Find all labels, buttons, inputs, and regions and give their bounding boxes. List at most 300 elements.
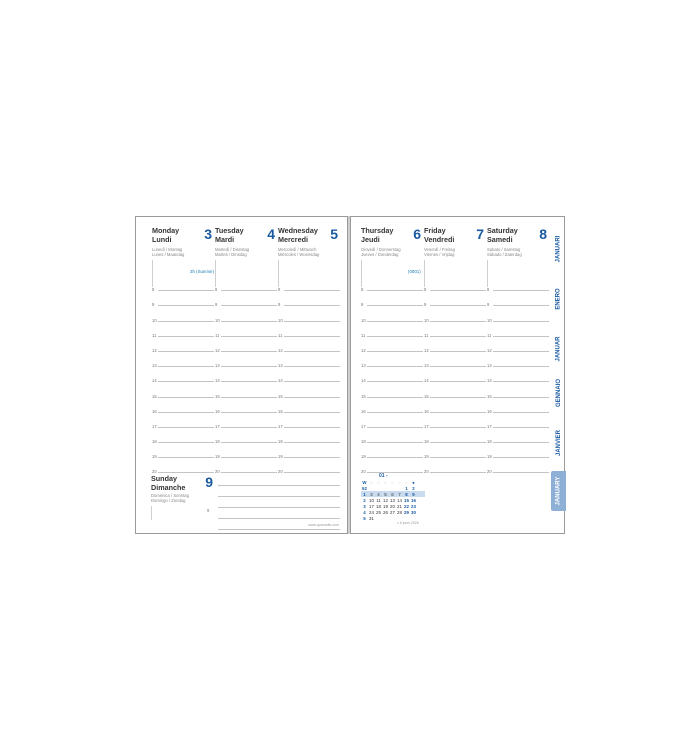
hour-line bbox=[221, 427, 277, 428]
day-number: 3 bbox=[204, 226, 212, 242]
calendar-day[interactable]: 17 bbox=[369, 503, 374, 509]
hour-label: 19 bbox=[487, 454, 492, 460]
hour-line bbox=[430, 366, 486, 367]
hour-row[interactable] bbox=[424, 383, 486, 398]
hour-row[interactable] bbox=[152, 307, 214, 322]
hour-label: 14 bbox=[152, 378, 157, 384]
note-line bbox=[218, 497, 340, 508]
note-divider bbox=[151, 506, 152, 520]
month-tab-januar[interactable] bbox=[551, 327, 566, 371]
hour-line bbox=[284, 381, 340, 382]
hour-line bbox=[158, 397, 214, 398]
hour-row[interactable] bbox=[361, 429, 423, 444]
hour-row[interactable] bbox=[278, 353, 340, 368]
calendar-day[interactable]: 22 bbox=[404, 503, 409, 509]
calendar-day[interactable]: 30 bbox=[411, 509, 416, 515]
translation-line: Viernes / Vrijdag bbox=[424, 252, 455, 258]
hour-row[interactable] bbox=[361, 277, 423, 292]
hour-row[interactable] bbox=[215, 383, 277, 398]
day-name bbox=[151, 475, 206, 492]
day-column-monday bbox=[152, 217, 214, 475]
hour-label: 9 bbox=[361, 302, 364, 308]
hour-line bbox=[430, 442, 486, 443]
hour-line bbox=[493, 336, 549, 337]
hour-row[interactable] bbox=[278, 277, 340, 292]
hour-row[interactable] bbox=[215, 323, 277, 338]
hour-lines bbox=[215, 277, 277, 474]
hour-label: 12 bbox=[278, 347, 283, 353]
calendar-day[interactable]: 27 bbox=[390, 509, 395, 515]
hour-row[interactable] bbox=[152, 429, 214, 444]
hour-label: 9 bbox=[215, 302, 218, 308]
hour-line bbox=[158, 427, 214, 428]
hour-label: 16 bbox=[278, 408, 283, 414]
calendar-day[interactable]: 20 bbox=[390, 503, 395, 509]
calendar-day[interactable]: 25 bbox=[376, 509, 381, 515]
hour-line bbox=[430, 336, 486, 337]
hour-row[interactable] bbox=[424, 368, 486, 383]
calendar-day[interactable]: 21 bbox=[397, 503, 402, 509]
hour-label: 20 bbox=[278, 469, 283, 475]
hour-row[interactable] bbox=[361, 292, 423, 307]
calendar-day[interactable]: 28 bbox=[397, 509, 402, 515]
weekday-dot: ○ bbox=[398, 479, 401, 485]
hour-line bbox=[221, 321, 277, 322]
day-translations bbox=[278, 247, 338, 257]
hour-row[interactable] bbox=[424, 277, 486, 292]
hour-line bbox=[430, 427, 486, 428]
hour-label: 16 bbox=[215, 408, 220, 414]
calendar-day[interactable]: 11 bbox=[376, 497, 381, 503]
hour-row[interactable] bbox=[278, 444, 340, 459]
hour-label: 20 bbox=[424, 469, 429, 475]
mini-calendar-rows bbox=[361, 485, 425, 521]
hour-row[interactable] bbox=[278, 338, 340, 353]
hour-line bbox=[430, 305, 486, 306]
day-translations bbox=[151, 493, 211, 503]
hour-label: 16 bbox=[361, 408, 366, 414]
tab-label: ENERO bbox=[555, 288, 562, 310]
hour-row[interactable] bbox=[278, 399, 340, 414]
translation-line: Venerdì / Freitag bbox=[424, 247, 455, 252]
day-translations bbox=[487, 247, 547, 257]
day-name bbox=[487, 227, 542, 244]
calendar-day[interactable]: 4 bbox=[377, 491, 380, 497]
hour-row[interactable] bbox=[152, 292, 214, 307]
translation-line: Miércoles / Woensdag bbox=[278, 252, 320, 258]
hour-label: 20 bbox=[487, 469, 492, 475]
hour-label: 13 bbox=[424, 363, 429, 369]
right-page bbox=[350, 216, 565, 534]
mini-calendar-week-row bbox=[361, 491, 425, 497]
hour-line bbox=[158, 336, 214, 337]
hour-row[interactable] bbox=[487, 307, 549, 322]
hour-line bbox=[430, 381, 486, 382]
day-column-friday bbox=[424, 217, 486, 475]
calendar-day[interactable]: 8 bbox=[405, 491, 408, 497]
hour-line bbox=[221, 305, 277, 306]
hour-row[interactable] bbox=[361, 353, 423, 368]
day-number: 9 bbox=[205, 474, 213, 490]
hour-label: 13 bbox=[278, 363, 283, 369]
day-number: 8 bbox=[539, 226, 547, 242]
hour-line bbox=[367, 381, 423, 382]
hour-label: 18 bbox=[424, 439, 429, 445]
hour-row[interactable] bbox=[152, 353, 214, 368]
day-name-en: Thursday bbox=[361, 226, 394, 235]
hour-row[interactable] bbox=[424, 353, 486, 368]
weekday-dot: ○ bbox=[391, 479, 394, 485]
hour-row[interactable] bbox=[278, 368, 340, 383]
translation-line: Mercoledì / Mittwoch bbox=[278, 247, 317, 252]
hour-row[interactable] bbox=[215, 368, 277, 383]
hour-line bbox=[284, 472, 340, 473]
hour-label: 12 bbox=[215, 347, 220, 353]
hour-label: 15 bbox=[487, 393, 492, 399]
hour-row[interactable] bbox=[487, 338, 549, 353]
hour-row[interactable] bbox=[424, 292, 486, 307]
hour-row[interactable] bbox=[487, 292, 549, 307]
hour-row[interactable] bbox=[152, 368, 214, 383]
hour-row[interactable] bbox=[215, 292, 277, 307]
hour-label: 12 bbox=[361, 347, 366, 353]
hour-label: 8 bbox=[152, 287, 155, 293]
mini-calendar-week-row bbox=[361, 497, 425, 503]
mini-calendar bbox=[361, 473, 425, 525]
week-number: 52 bbox=[362, 485, 367, 491]
day-name-en: Saturday bbox=[487, 226, 518, 235]
calendar-day[interactable]: 19 bbox=[383, 503, 388, 509]
hour-line bbox=[158, 457, 214, 458]
hour-label: 17 bbox=[487, 423, 492, 429]
hour-label: 10 bbox=[487, 317, 492, 323]
hour-row[interactable] bbox=[424, 323, 486, 338]
hour-line bbox=[158, 321, 214, 322]
hour-line bbox=[493, 472, 549, 473]
calendar-day[interactable]: 9 bbox=[412, 491, 415, 497]
hour-label: 15 bbox=[361, 393, 366, 399]
tab-label: JANUARI bbox=[555, 235, 562, 263]
calendar-day[interactable]: 7 bbox=[398, 491, 401, 497]
hour-line bbox=[367, 427, 423, 428]
day-column-tuesday bbox=[215, 217, 277, 475]
hour-label: 17 bbox=[361, 423, 366, 429]
translation-line: Jueves / Donderdag bbox=[361, 252, 399, 258]
day-translations bbox=[152, 247, 212, 257]
calendar-day[interactable]: 24 bbox=[369, 509, 374, 515]
month-tab-janvier[interactable] bbox=[551, 421, 566, 465]
hour-row[interactable] bbox=[278, 323, 340, 338]
translation-line: Martedì / Dienstag bbox=[215, 247, 250, 252]
hour-row[interactable] bbox=[152, 323, 214, 338]
hour-line bbox=[221, 412, 277, 413]
hour-line bbox=[284, 305, 340, 306]
hour-line bbox=[493, 305, 549, 306]
hour-line bbox=[221, 472, 277, 473]
hour-label: 11 bbox=[487, 332, 492, 338]
calendar-day[interactable]: 23 bbox=[411, 503, 416, 509]
hour-row[interactable] bbox=[278, 307, 340, 322]
hour-label: 13 bbox=[215, 363, 220, 369]
mini-calendar-footnote: × 6 jours 2026 bbox=[397, 521, 419, 525]
hour-line bbox=[221, 366, 277, 367]
week-number: 1 bbox=[363, 491, 366, 497]
day-number: 4 bbox=[267, 226, 275, 242]
hour-line bbox=[221, 351, 277, 352]
hour-label: 14 bbox=[278, 378, 283, 384]
hour-row[interactable] bbox=[487, 399, 549, 414]
hour-row[interactable] bbox=[424, 338, 486, 353]
hour-label: 15 bbox=[215, 393, 220, 399]
hour-row[interactable] bbox=[361, 307, 423, 322]
hour-row[interactable] bbox=[215, 444, 277, 459]
calendar-day[interactable]: 1 bbox=[405, 485, 408, 491]
hour-line bbox=[430, 472, 486, 473]
event-note: (0001) bbox=[408, 269, 421, 274]
hour-row[interactable] bbox=[278, 292, 340, 307]
hour-row[interactable] bbox=[361, 399, 423, 414]
calendar-day[interactable]: 3 bbox=[370, 491, 373, 497]
day-translations bbox=[361, 247, 421, 257]
hour-row[interactable] bbox=[152, 338, 214, 353]
day-column-wednesday bbox=[278, 217, 340, 475]
hour-row[interactable] bbox=[152, 277, 214, 292]
hour-row[interactable] bbox=[487, 368, 549, 383]
hour-line bbox=[158, 381, 214, 382]
day-number: 6 bbox=[413, 226, 421, 242]
sunday-note-lines bbox=[218, 475, 340, 530]
week-number: 3 bbox=[363, 503, 366, 509]
hour-label: 9 bbox=[152, 302, 155, 308]
translation-line: Martes / Dinsdag bbox=[215, 252, 247, 258]
day-name-en: Monday bbox=[152, 226, 180, 235]
hour-row[interactable] bbox=[424, 429, 486, 444]
hour-label: 17 bbox=[215, 423, 220, 429]
translation-line: Giovedì / Donnerstag bbox=[361, 247, 401, 252]
hour-row[interactable] bbox=[215, 429, 277, 444]
hour-label: 14 bbox=[361, 378, 366, 384]
calendar-day[interactable]: 13 bbox=[390, 497, 395, 503]
hour-label: 11 bbox=[424, 332, 429, 338]
hour-label: 16 bbox=[487, 408, 492, 414]
hour-row[interactable] bbox=[215, 277, 277, 292]
hour-line bbox=[284, 457, 340, 458]
left-page bbox=[135, 216, 348, 534]
hour-label: 11 bbox=[152, 332, 157, 338]
hour-row[interactable] bbox=[487, 323, 549, 338]
weekday-dot: ○ bbox=[384, 479, 387, 485]
hour-line bbox=[221, 442, 277, 443]
hour-line bbox=[493, 366, 549, 367]
hour-label: 18 bbox=[487, 439, 492, 445]
hour-line bbox=[493, 397, 549, 398]
day-name bbox=[278, 227, 333, 244]
hour-row[interactable] bbox=[487, 429, 549, 444]
hour-row[interactable] bbox=[424, 459, 486, 474]
hour-line bbox=[493, 381, 549, 382]
hour-row[interactable] bbox=[152, 444, 214, 459]
day-name-fr: Jeudi bbox=[361, 234, 380, 244]
hour-line bbox=[158, 305, 214, 306]
hour-label: 15 bbox=[278, 393, 283, 399]
hour-label: 17 bbox=[424, 423, 429, 429]
hour-line bbox=[493, 412, 549, 413]
hour-row[interactable] bbox=[215, 414, 277, 429]
hour-lines bbox=[278, 277, 340, 474]
hour-label: 10 bbox=[152, 317, 157, 323]
hour-row[interactable] bbox=[361, 338, 423, 353]
hour-line bbox=[493, 321, 549, 322]
hour-row[interactable] bbox=[424, 399, 486, 414]
calendar-day[interactable]: 18 bbox=[376, 503, 381, 509]
hour-row[interactable] bbox=[424, 444, 486, 459]
hour-line bbox=[493, 290, 549, 291]
hour-lines bbox=[487, 277, 549, 474]
hour-label: 18 bbox=[361, 439, 366, 445]
hour-row[interactable] bbox=[278, 429, 340, 444]
hour-line bbox=[221, 336, 277, 337]
hour-label: 9 bbox=[424, 302, 427, 308]
hour-row[interactable] bbox=[487, 414, 549, 429]
tab-label: GENNAIO bbox=[555, 378, 562, 408]
hour-lines bbox=[424, 277, 486, 474]
hour-line bbox=[367, 442, 423, 443]
calendar-day[interactable]: 31 bbox=[369, 515, 374, 521]
hour-row[interactable] bbox=[278, 383, 340, 398]
day-column-saturday bbox=[487, 217, 549, 475]
mini-calendar-weekday-row bbox=[361, 479, 425, 485]
hour-row[interactable] bbox=[361, 414, 423, 429]
month-tab-january[interactable] bbox=[551, 471, 566, 511]
calendar-day[interactable]: 26 bbox=[383, 509, 388, 515]
calendar-day[interactable]: 5 bbox=[384, 491, 387, 497]
hour-line bbox=[284, 351, 340, 352]
hour-label: 11 bbox=[215, 332, 220, 338]
hour-row[interactable] bbox=[487, 444, 549, 459]
hour-line bbox=[158, 351, 214, 352]
calendar-day[interactable]: 29 bbox=[404, 509, 409, 515]
hour-label: 8 bbox=[361, 287, 364, 293]
hour-label: 9 bbox=[487, 302, 490, 308]
week-number: 4 bbox=[363, 509, 366, 515]
calendar-day[interactable]: 14 bbox=[397, 497, 402, 503]
hour-line bbox=[158, 442, 214, 443]
hour-row[interactable] bbox=[487, 383, 549, 398]
hour-row[interactable] bbox=[487, 277, 549, 292]
hour-row[interactable] bbox=[424, 307, 486, 322]
hour-line bbox=[367, 412, 423, 413]
hour-row[interactable] bbox=[361, 383, 423, 398]
hour-row[interactable] bbox=[424, 414, 486, 429]
day-number: 5 bbox=[330, 226, 338, 242]
hour-row[interactable] bbox=[487, 459, 549, 474]
day-name bbox=[152, 227, 207, 244]
note-line bbox=[218, 508, 340, 519]
hour-label: 10 bbox=[278, 317, 283, 323]
week-number: 5 bbox=[363, 515, 366, 521]
calendar-day[interactable]: 10 bbox=[369, 497, 374, 503]
hour-label: 19 bbox=[152, 454, 157, 460]
day-name-fr: Vendredi bbox=[424, 234, 455, 244]
mini-calendar-week-row bbox=[361, 503, 425, 509]
day-name-en: Wednesday bbox=[278, 226, 318, 235]
hour-row[interactable] bbox=[215, 353, 277, 368]
hour-line bbox=[367, 397, 423, 398]
hour-label: 17 bbox=[152, 423, 157, 429]
weekday-dot: ● bbox=[412, 479, 415, 485]
hour-label: 15 bbox=[424, 393, 429, 399]
hour-line bbox=[430, 351, 486, 352]
hour-line bbox=[367, 321, 423, 322]
hour-line bbox=[430, 321, 486, 322]
hour-row[interactable] bbox=[487, 353, 549, 368]
hour-line bbox=[367, 290, 423, 291]
hour-line bbox=[284, 442, 340, 443]
hour-label: 20 bbox=[215, 469, 220, 475]
hour-row[interactable] bbox=[361, 368, 423, 383]
publisher-footer: www.quovadis.com bbox=[308, 523, 339, 527]
calendar-day[interactable]: 2 bbox=[412, 485, 415, 491]
hour-row[interactable] bbox=[152, 414, 214, 429]
translation-line: Domenica / Sonntag bbox=[151, 493, 189, 498]
day-translations bbox=[215, 247, 275, 257]
hour-line bbox=[367, 305, 423, 306]
hour-row[interactable] bbox=[215, 399, 277, 414]
hour-line bbox=[221, 397, 277, 398]
hour-line bbox=[284, 366, 340, 367]
hour-label: 12 bbox=[487, 347, 492, 353]
month-tab-enero[interactable] bbox=[551, 277, 566, 321]
calendar-day[interactable]: 6 bbox=[391, 491, 394, 497]
hour-line bbox=[430, 397, 486, 398]
hour-label: 12 bbox=[424, 347, 429, 353]
hour-row[interactable] bbox=[278, 414, 340, 429]
calendar-day[interactable]: 16 bbox=[411, 497, 416, 503]
hour-line bbox=[493, 351, 549, 352]
hour-row[interactable] bbox=[278, 459, 340, 474]
hour-row[interactable] bbox=[361, 444, 423, 459]
month-tab-janauri[interactable] bbox=[551, 227, 566, 271]
calendar-day[interactable]: 15 bbox=[404, 497, 409, 503]
weekday-dot: ○ bbox=[377, 479, 380, 485]
hour-label: 10 bbox=[361, 317, 366, 323]
weekday-dot: ○ bbox=[405, 479, 408, 485]
hour-line bbox=[158, 366, 214, 367]
hour-row[interactable] bbox=[215, 338, 277, 353]
hour-label: 19 bbox=[424, 454, 429, 460]
hour-label: 15 bbox=[152, 393, 157, 399]
hour-row[interactable] bbox=[152, 383, 214, 398]
tab-label: JANUARY bbox=[555, 476, 562, 506]
hour-row[interactable] bbox=[215, 459, 277, 474]
translation-line: Sábado / Zaterdag bbox=[487, 252, 522, 258]
month-tab-gennaio[interactable] bbox=[551, 369, 566, 417]
hour-label: 16 bbox=[152, 408, 157, 414]
hour-label: 11 bbox=[361, 332, 366, 338]
hour-row[interactable] bbox=[152, 399, 214, 414]
hour-row[interactable] bbox=[215, 307, 277, 322]
day-name bbox=[361, 227, 416, 244]
day-column-thursday bbox=[361, 217, 423, 475]
calendar-day[interactable]: 12 bbox=[383, 497, 388, 503]
hour-line bbox=[367, 366, 423, 367]
tab-label: JANUAR bbox=[555, 336, 562, 362]
day-name-en: Tuesday bbox=[215, 226, 244, 235]
mini-calendar-title: 01 - bbox=[379, 473, 388, 479]
hour-label: 16 bbox=[424, 408, 429, 414]
hour-line bbox=[493, 457, 549, 458]
hour-row[interactable] bbox=[361, 323, 423, 338]
